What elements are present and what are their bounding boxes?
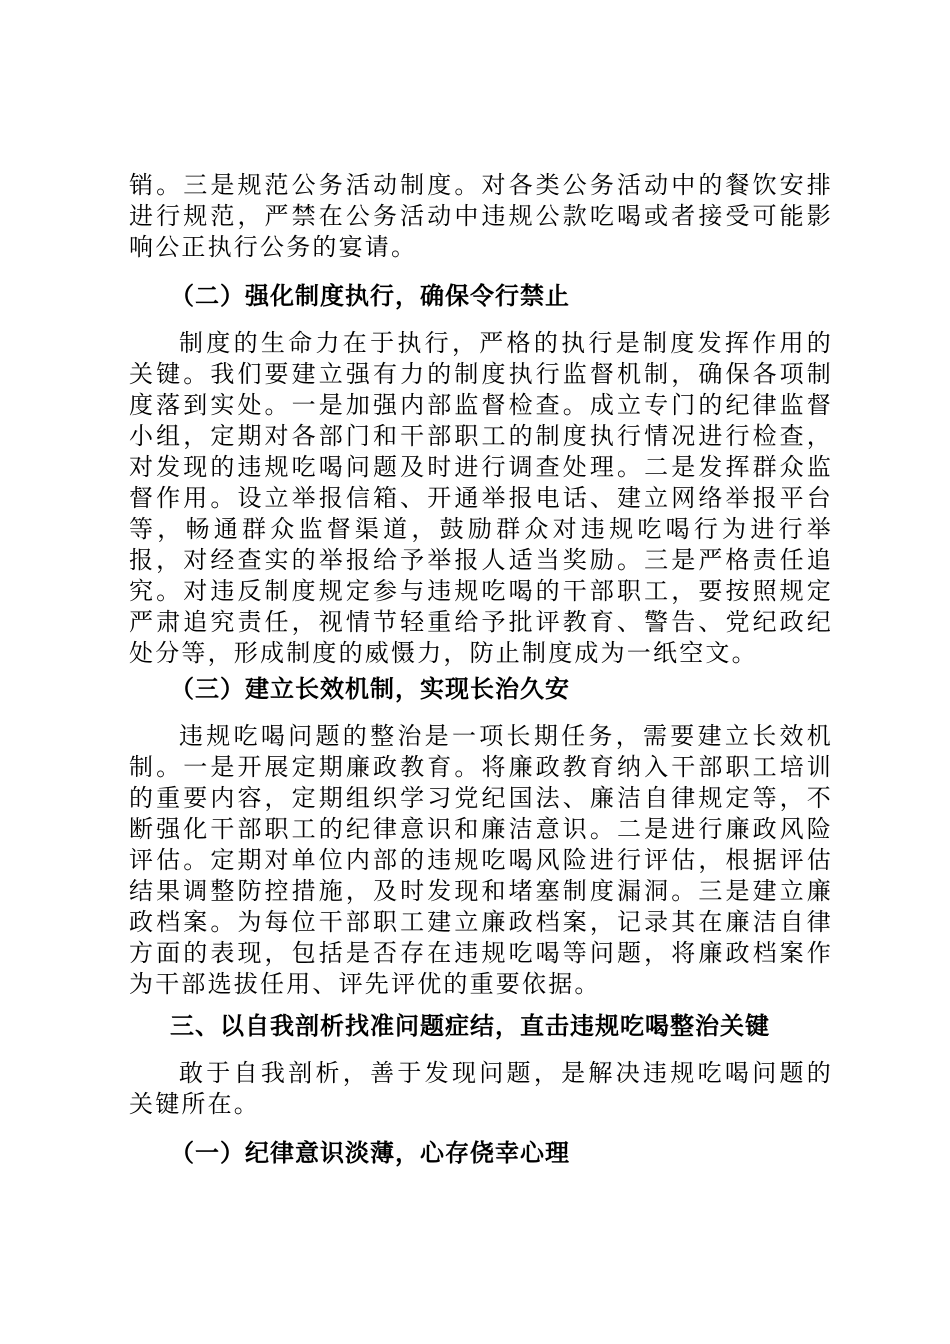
paragraph-mechanism: 违规吃喝问题的整治是一项长期任务，需要建立长效机制。一是开展定期廉政教育。将廉政教育纳入干部职工培训的重要内容，定期组织学习党纪国法、廉洁自律规定等，不断强化干部职工的纪律意识和廉洁意识。二是进行廉政风险评估。定期对单位内部的违规吃喝风险进行评估，根据评估结果调整防控措施，及时发现和堵塞制度漏洞。三是建立廉政档案。为每位干部职工建立廉政档案，记录其在廉洁自律方面的表现，包括是否存在违规吃喝等问题，将廉政档案作为干部选拔任用、评先评优的重要依据。 <box>129 722 833 998</box>
paragraph-self-analysis: 敢于自我剖析，善于发现问题，是解决违规吃喝问题的关键所在。 <box>129 1059 833 1118</box>
section-heading-1: （一）纪律意识淡薄，心存侥幸心理 <box>170 1139 570 1167</box>
paragraph-continuation: 销。三是规范公务活动制度。对各类公务活动中的餐饮安排进行规范，严禁在公务活动中违规公款吃喝或者接受可能影响公正执行公务的宴请。 <box>129 171 833 261</box>
paragraph-execution: 制度的生命力在于执行，严格的执行是制度发挥作用的关键。我们要建立强有力的制度执行监督机制，确保各项制度落到实处。一是加强内部监督检查。成立专门的纪律监督小组，定期对各部门和干部职工的制度执行情况进行检查，对发现的违规吃喝问题及时进行调查处理。二是发挥群众监督作用。设立举报信箱、开通举报电话、建立网络举报平台等，畅通群众监督渠道，鼓励群众对违规吃喝行为进行举报，对经查实的举报给予举报人适当奖励。三是严格责任追究。对违反制度规定参与违规吃喝的干部职工，要按照规定严肃追究责任，视情节轻重给予批评教育、警告、党纪政纪处分等，形成制度的威慑力，防止制度成为一纸空文。 <box>129 329 833 667</box>
section-heading-3: （三）建立长效机制，实现长治久安 <box>170 675 570 703</box>
chapter-heading-3: 三、以自我剖析找准问题症结，直击违规吃喝整治关键 <box>170 1012 770 1040</box>
section-heading-2: （二）强化制度执行，确保令行禁止 <box>170 282 570 310</box>
